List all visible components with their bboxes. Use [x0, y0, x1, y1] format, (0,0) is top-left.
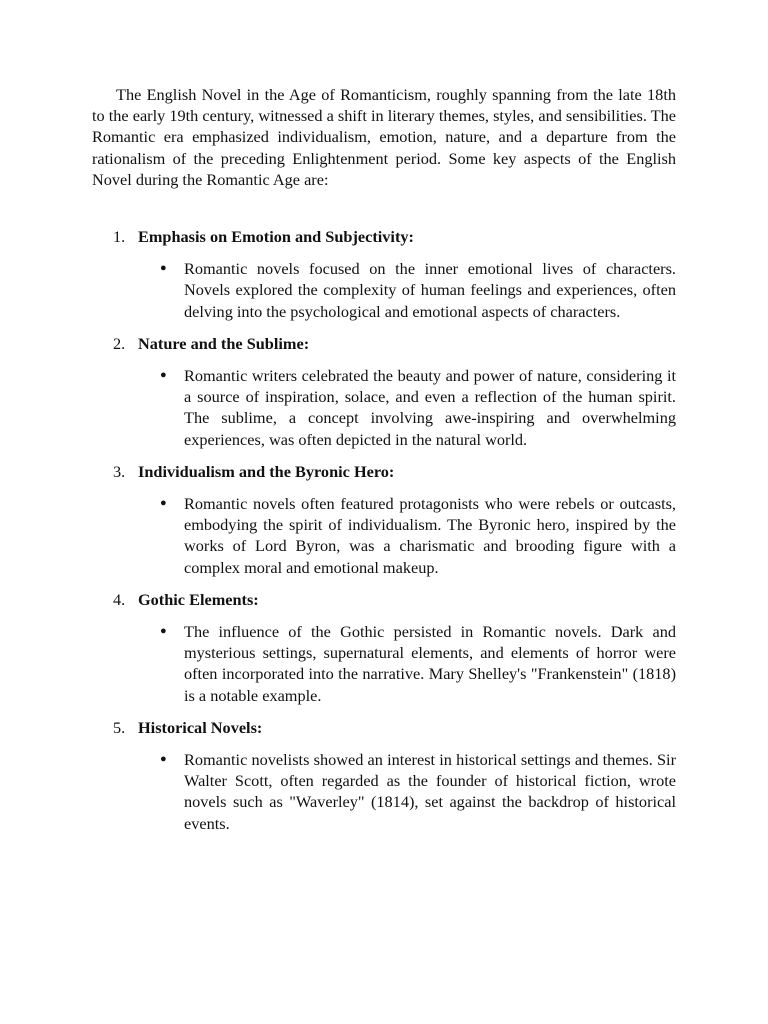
- aspect-number: 5.: [113, 717, 126, 737]
- aspect-heading: [92, 717, 676, 738]
- bullet-item: [92, 493, 676, 578]
- aspect-title: Historical Novels:: [138, 717, 263, 737]
- bullet-item: [92, 621, 676, 706]
- bullet-list: [92, 258, 676, 322]
- bullet-list: [92, 621, 676, 706]
- aspect-number: 3.: [113, 461, 126, 481]
- intro-paragraph: The English Novel in the Age of Romanticism, roughly spanning from the late 18th to the early 19th century, witnessed a shift in literary themes, styles, and sensibilities. The Romantic era emphasized individualism, emotion, nature, and a departure from the rationalism of the preceding Enlightenment period. Some key aspects of the English Novel during the Romantic Age are:: [92, 85, 676, 189]
- bullet-list: [92, 493, 676, 578]
- aspect-title: Individualism and the Byronic Hero:: [138, 461, 395, 481]
- bullet-list: [92, 365, 676, 450]
- aspects-list: [92, 226, 676, 834]
- aspect-item-1: [92, 226, 676, 322]
- bullet-text: The influence of the Gothic persisted in Romantic novels. Dark and mysterious settings, supernatural elements, and elements of horror were often incorporated into the narrative. Mary Shelley's "Frankenstein" (1818) is a notable example.: [184, 622, 676, 705]
- aspect-number: 1.: [113, 227, 126, 247]
- aspect-heading: [92, 589, 676, 610]
- aspect-item-4: [92, 589, 676, 706]
- bullet-icon: ●: [160, 753, 167, 766]
- aspect-title: Nature and the Sublime:: [138, 333, 310, 353]
- aspect-item-3: [92, 461, 676, 578]
- bullet-icon: ●: [160, 369, 167, 382]
- aspect-item-2: [92, 333, 676, 450]
- aspect-heading: [92, 461, 676, 482]
- aspect-title: Gothic Elements:: [138, 589, 259, 609]
- bullet-icon: ●: [160, 262, 167, 275]
- document-page: [92, 84, 676, 845]
- bullet-icon: ●: [160, 497, 167, 510]
- aspect-heading: [92, 333, 676, 354]
- bullet-text: Romantic novels often featured protagonists who were rebels or outcasts, embodying the spirit of individualism. The Byronic hero, inspired by the works of Lord Byron, was a charismatic and brooding figure with a complex moral and emotional makeup.: [184, 494, 676, 577]
- bullet-text: Romantic writers celebrated the beauty and power of nature, considering it a source of inspiration, solace, and even a reflection of the human spirit. The sublime, a concept involving awe-inspiring and overwhelming experiences, was often depicted in the natural world.: [184, 366, 676, 449]
- bullet-item: [92, 365, 676, 450]
- aspect-number: 4.: [113, 589, 126, 609]
- bullet-text: Romantic novelists showed an interest in historical settings and themes. Sir Walter Scott, often regarded as the founder of historical fiction, wrote novels such as "Waverley" (1814), set against the backdrop of historical events.: [184, 750, 676, 833]
- bullet-list: [92, 749, 676, 834]
- bullet-item: [92, 749, 676, 834]
- bullet-text: Romantic novels focused on the inner emotional lives of characters. Novels explored the complexity of human feelings and experiences, often delving into the psychological and emotional aspects of characters.: [184, 259, 676, 321]
- bullet-item: [92, 258, 676, 322]
- aspect-heading: [92, 226, 676, 247]
- aspect-number: 2.: [113, 333, 126, 353]
- aspect-item-5: [92, 717, 676, 834]
- bullet-icon: ●: [160, 625, 167, 638]
- aspect-title: Emphasis on Emotion and Subjectivity:: [138, 227, 414, 247]
